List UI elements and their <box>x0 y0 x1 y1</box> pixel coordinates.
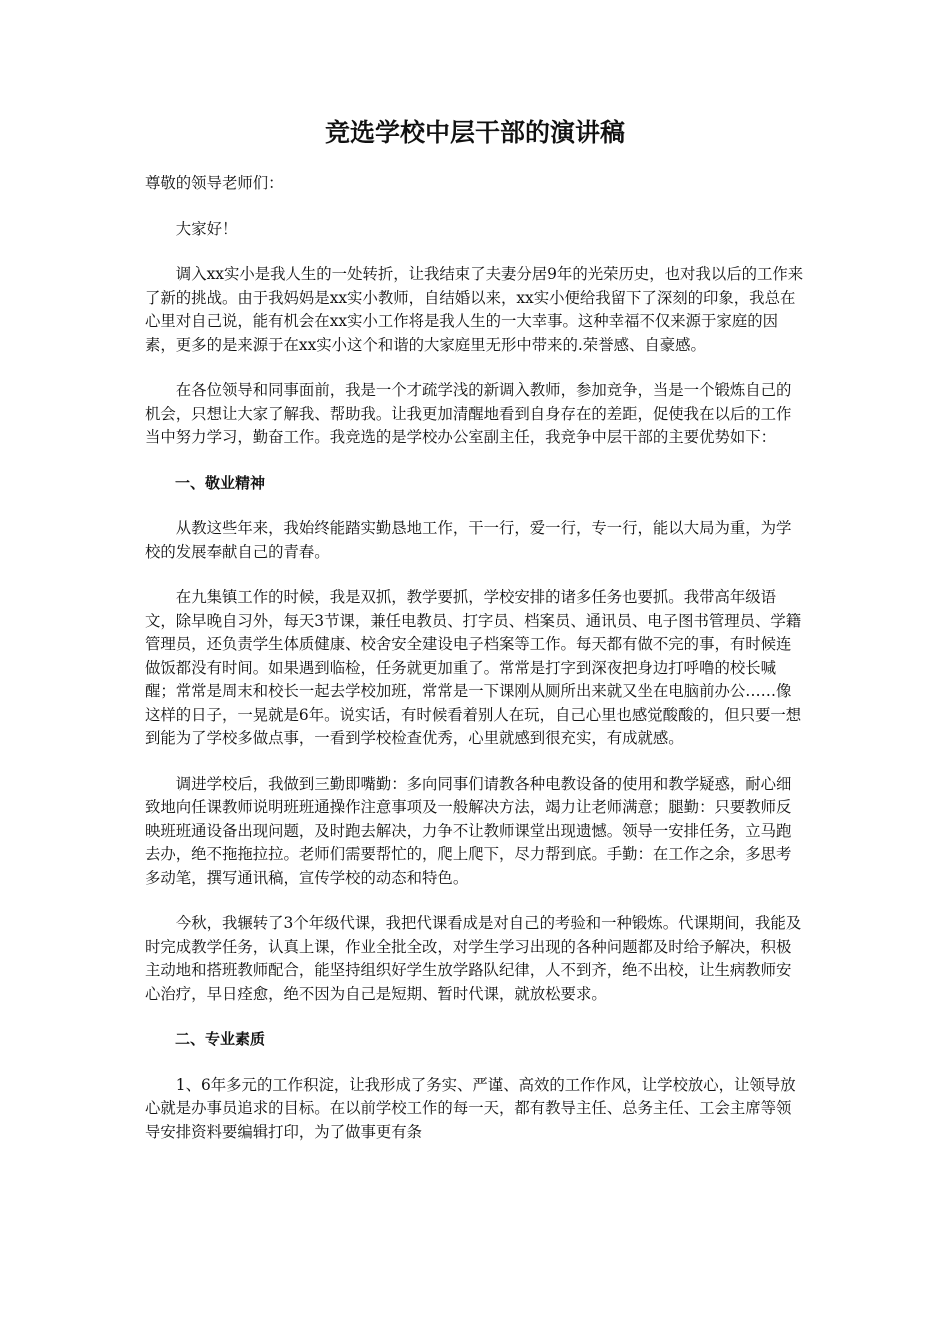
paragraph: 调进学校后，我做到三勤即嘴勤：多向同事们请教各种电教设备的使用和教学疑惑，耐心细致地向任课教师说明班班通操作注意事项及一般解决方法，竭力让老师满意；腿勤：只要教师反映班班通设备出现问题，及时跑去解决，力争不让教师课堂出现遗憾。领导一安排任务，立马跑去办，绝不拖拖拉拉。老师们需要帮忙的，爬上爬下，尽力帮到底。手勤：在工作之余，多思考多动笔，撰写通讯稿，宣传学校的动态和特色。 <box>145 774 792 887</box>
document-body <box>145 172 805 1166</box>
paragraph: 从教这些年来，我始终能踏实勤恳地工作，干一行，爱一行，专一行，能以大局为重，为学校的发展奉献自己的青春。 <box>145 519 792 561</box>
section-heading: 二、专业素质 <box>175 1030 266 1048</box>
paragraph: 1、6年多元的工作积淀，让我形成了务实、严谨、高效的工作作风，让学校放心，让领导放心就是办事员追求的目标。在以前学校工作的每一天，都有教导主任、总务主任、工会主席等领导安排资料要编辑打印，为了做事更有条 <box>145 1075 796 1141</box>
salutation: 尊敬的领导老师们： <box>145 174 284 192</box>
paragraph: 在各位领导和同事面前，我是一个才疏学浅的新调入教师，参加竞争，当是一个锻炼自己的机会，只想让大家了解我、帮助我。让我更加清醒地看到自身存在的差距，促使我在以后的工作当中努力学习，勤奋工作。我竞选的是学校办公室副主任，我竞争中层干部的主要优势如下： <box>145 381 792 446</box>
paragraph: 在九集镇工作的时候，我是双抓，教学要抓，学校安排的诸多任务也要抓。我带高年级语文，除早晚自习外，每天3节课，兼任电教员、打字员、档案员、通讯员、电子图书管理员、学籍管理员，还负责学生体质健康、校舍安全建设电子档案等工作。每天都有做不完的事，有时候连做饭都没有时间。如果遇到临检，任务就更加重了。常常是打字到深夜把身边打呼噜的校长喊醒；常常是周末和校长一起去学校加班，常常是一下课刚从厕所出来就又坐在电脑前办公……像这样的日子，一晃就是6年。说实话，有时候看着别人在玩，自己心里也感觉酸酸的，但只要一想到能为了学校多做点事，一看到学校检查优秀，心里就感到很充实，有成就感。 <box>145 588 802 747</box>
paragraph: 调入xx实小是我人生的一处转折，让我结束了夫妻分居9年的光荣历史，也对我以后的工作来了新的挑战。由于我妈妈是xx实小教师，自结婚以来，xx实小便给我留下了深刻的印象，我总在心里对自己说，能有机会在xx实小工作将是我人生的一大幸事。这种幸福不仅来源于家庭的因素，更多的是来源于在xx实小这个和谐的大家庭里无形中带来的.荣誉感、自豪感。 <box>145 265 804 354</box>
document-title: 竞选学校中层干部的演讲稿 <box>324 118 625 147</box>
greeting: 大家好！ <box>175 219 238 238</box>
paragraph: 今秋，我辗转了3个年级代课，我把代课看成是对自己的考验和一种锻炼。代课期间，我能及时完成教学任务，认真上课，作业全批全改，对学生学习出现的各种问题都及时给予解决，积极主动地和搭班教师配合，能坚持组织好学生放学路队纪律，人不到齐，绝不出校，让生病教师安心治疗，早日痊愈，绝不因为自己是短期、暂时代课，就放松要求。 <box>145 914 802 1003</box>
section-heading: 一、敬业精神 <box>175 473 266 492</box>
